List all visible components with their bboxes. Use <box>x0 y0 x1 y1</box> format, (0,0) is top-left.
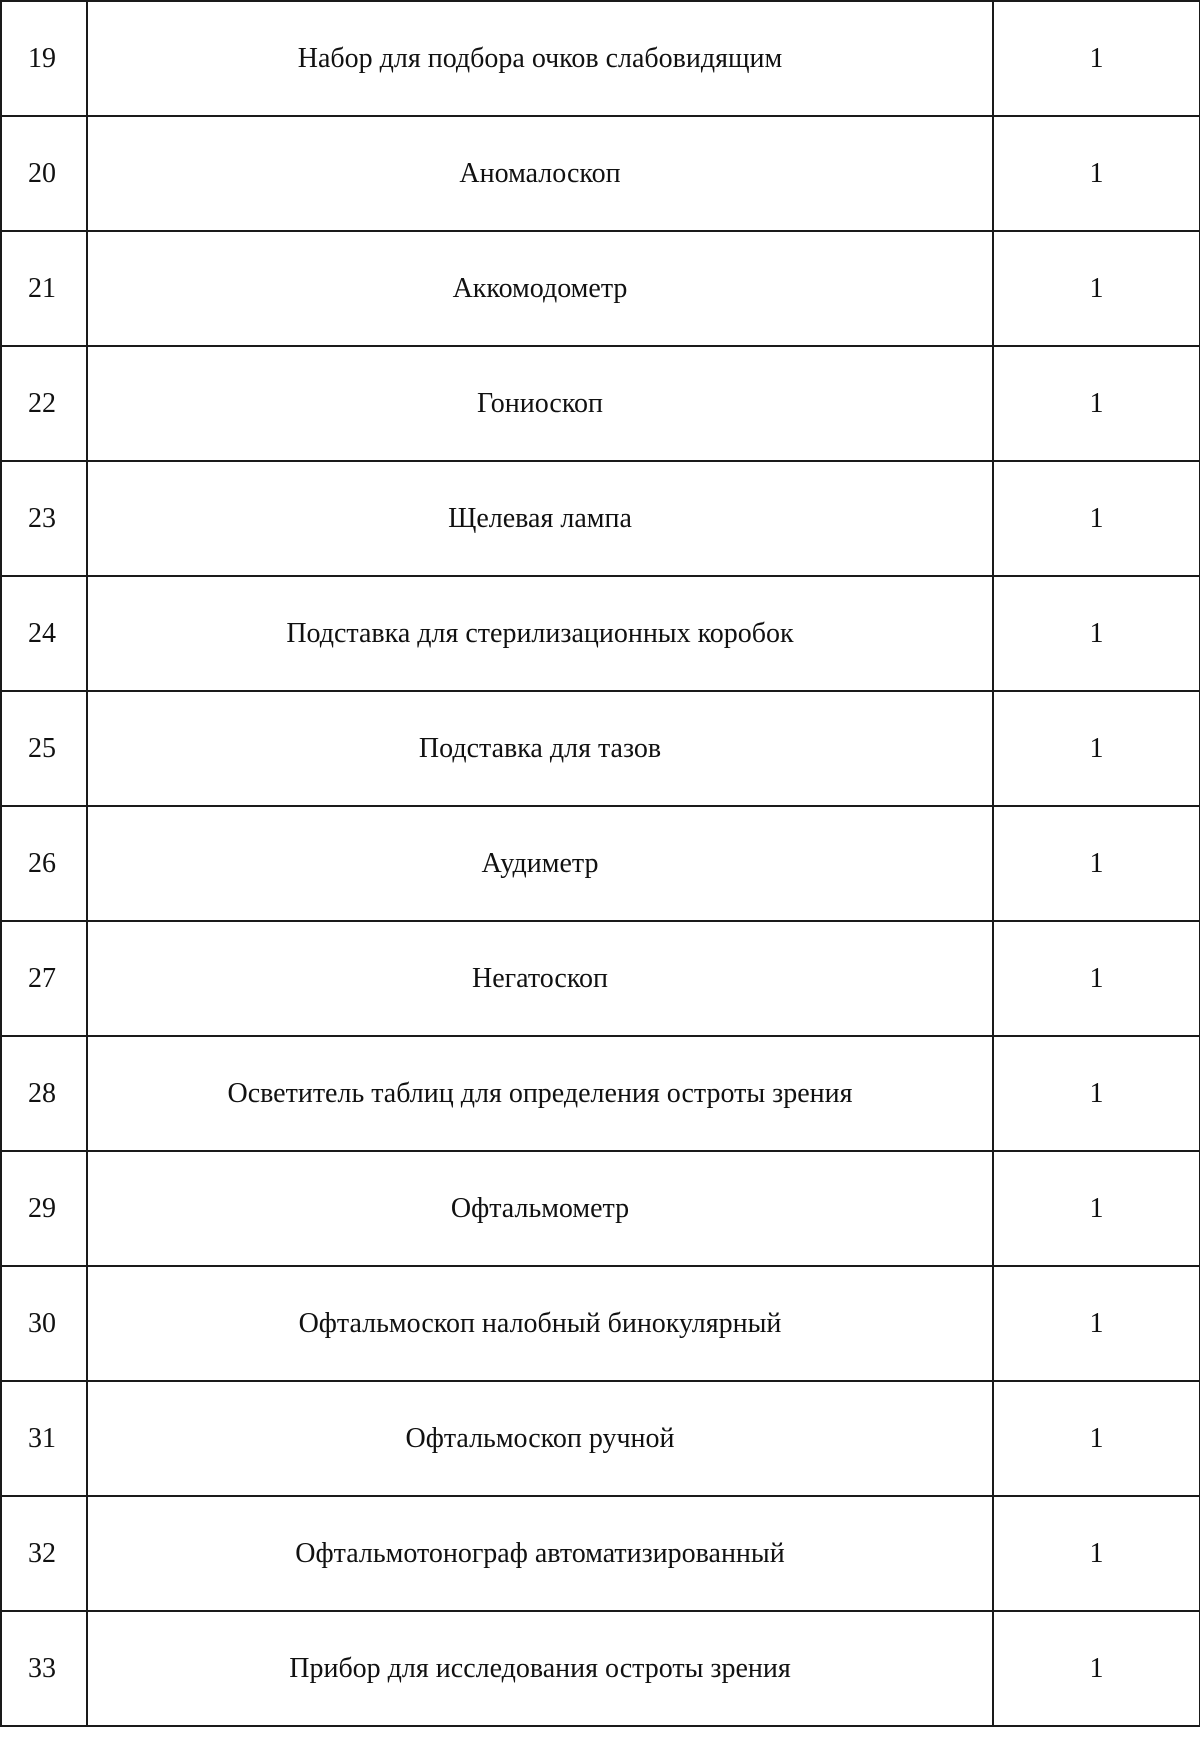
item-name: Осветитель таблиц для определения остроты зрения <box>87 1036 993 1151</box>
table-row <box>1 231 1200 346</box>
table-row <box>1 1151 1200 1266</box>
table-row <box>1 1266 1200 1381</box>
row-number: 23 <box>1 461 87 576</box>
row-number: 20 <box>1 116 87 231</box>
item-quantity: 1 <box>993 116 1200 231</box>
table-row <box>1 576 1200 691</box>
item-quantity: 1 <box>993 1151 1200 1266</box>
row-number: 30 <box>1 1266 87 1381</box>
item-quantity: 1 <box>993 461 1200 576</box>
item-name: Аудиметр <box>87 806 993 921</box>
row-number: 24 <box>1 576 87 691</box>
row-number: 28 <box>1 1036 87 1151</box>
row-number: 29 <box>1 1151 87 1266</box>
item-quantity: 1 <box>993 1611 1200 1726</box>
row-number: 31 <box>1 1381 87 1496</box>
item-name: Негатоскоп <box>87 921 993 1036</box>
item-name: Гониоскоп <box>87 346 993 461</box>
table-row <box>1 806 1200 921</box>
item-name: Подставка для тазов <box>87 691 993 806</box>
item-quantity: 1 <box>993 1381 1200 1496</box>
row-number: 27 <box>1 921 87 1036</box>
row-number: 33 <box>1 1611 87 1726</box>
table-row <box>1 1036 1200 1151</box>
item-quantity: 1 <box>993 921 1200 1036</box>
table-row <box>1 691 1200 806</box>
equipment-table-body <box>1 1 1200 1726</box>
item-name: Аккомодометр <box>87 231 993 346</box>
table-row <box>1 1 1200 116</box>
table-row <box>1 1611 1200 1726</box>
row-number: 21 <box>1 231 87 346</box>
row-number: 26 <box>1 806 87 921</box>
item-name: Прибор для исследования остроты зрения <box>87 1611 993 1726</box>
table-row <box>1 116 1200 231</box>
item-quantity: 1 <box>993 691 1200 806</box>
item-quantity: 1 <box>993 231 1200 346</box>
item-quantity: 1 <box>993 1 1200 116</box>
item-name: Щелевая лампа <box>87 461 993 576</box>
item-quantity: 1 <box>993 1266 1200 1381</box>
row-number: 25 <box>1 691 87 806</box>
table-row <box>1 346 1200 461</box>
row-number: 19 <box>1 1 87 116</box>
item-quantity: 1 <box>993 1496 1200 1611</box>
item-name: Набор для подбора очков слабовидящим <box>87 1 993 116</box>
item-quantity: 1 <box>993 806 1200 921</box>
table-row <box>1 1496 1200 1611</box>
item-quantity: 1 <box>993 1036 1200 1151</box>
table-row <box>1 1381 1200 1496</box>
item-name: Офтальмотонограф автоматизированный <box>87 1496 993 1611</box>
item-name: Аномалоскоп <box>87 116 993 231</box>
table-row <box>1 461 1200 576</box>
item-name: Подставка для стерилизационных коробок <box>87 576 993 691</box>
item-name: Офтальмоскоп ручной <box>87 1381 993 1496</box>
row-number: 22 <box>1 346 87 461</box>
row-number: 32 <box>1 1496 87 1611</box>
item-name: Офтальмометр <box>87 1151 993 1266</box>
item-name: Офтальмоскоп налобный бинокулярный <box>87 1266 993 1381</box>
table-row <box>1 921 1200 1036</box>
item-quantity: 1 <box>993 576 1200 691</box>
item-quantity: 1 <box>993 346 1200 461</box>
